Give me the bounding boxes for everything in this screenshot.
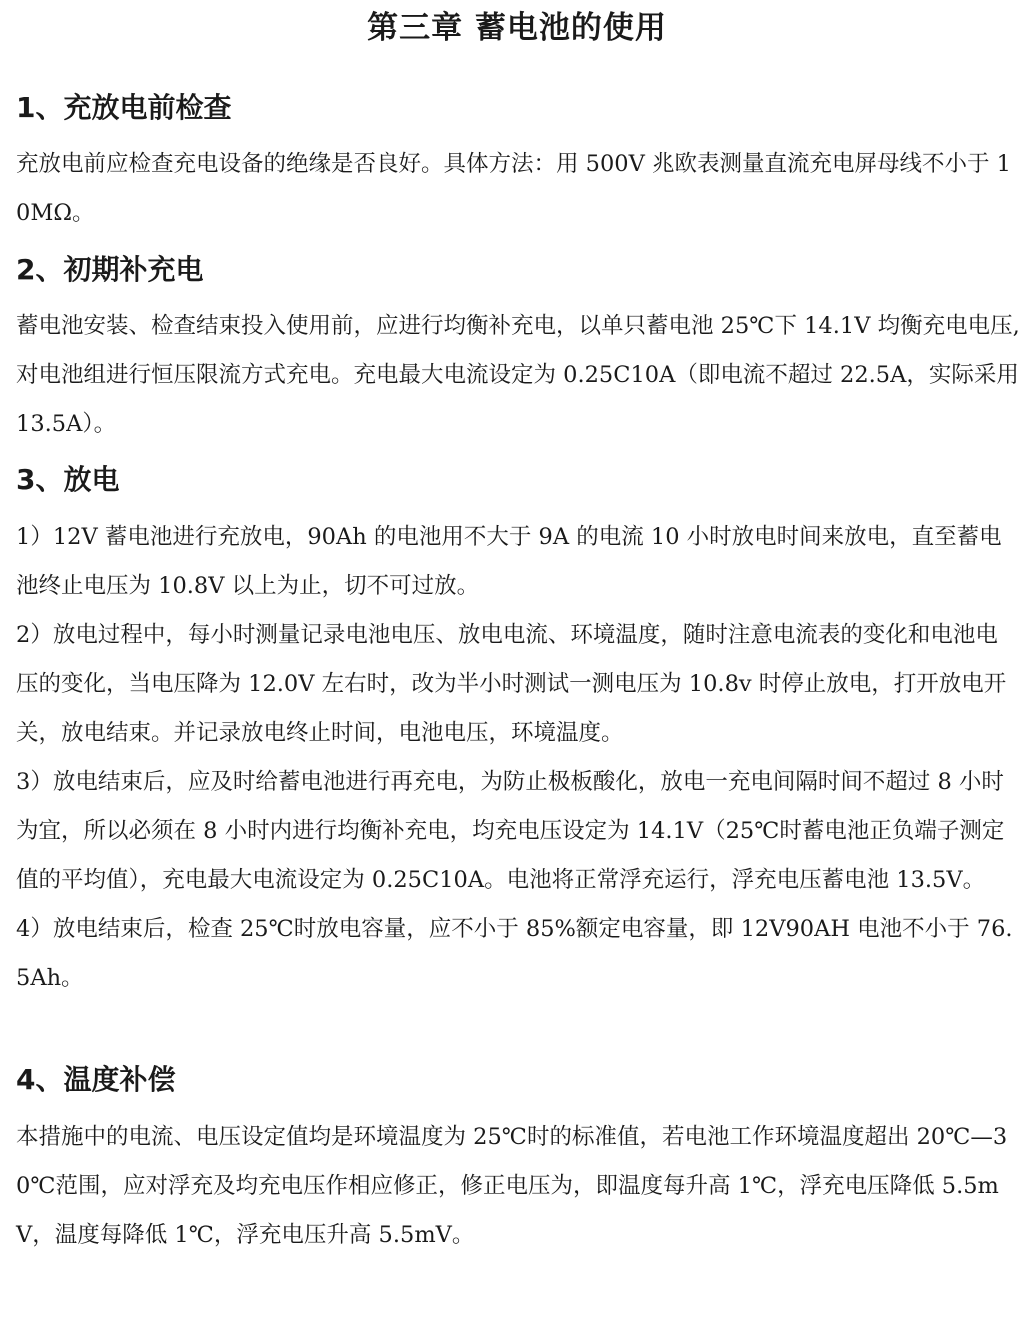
section-initial-charge [16, 252, 1020, 288]
paragraph-step-2: 2）放电过程中，每小时测量记录电池电压、放电电流、环境温度，随时注意电流表的变化和电池电压的变化，当电压降为 12.0V 左右时，改为半小时测试一测电压为 10.8v 时停止放电，打开放电开关，放电结束。并记录放电终止时间，电池电压，环境温度。 [16, 622, 1007, 746]
section-temperature-compensation [16, 1062, 1020, 1098]
section-precheck-body [16, 140, 1020, 238]
section-initial-charge-body [16, 302, 1020, 449]
paragraph: 蓄电池安装、检查结束投入使用前，应进行均衡补充电，以单只蓄电池 25℃下 14.1V 均衡充电电压,对电池组进行恒压限流方式充电。充电最大电流设定为 0.25C10A（即电流不超过 22.5A，实际采用 13.5A）。 [16, 313, 1020, 437]
paragraph: 充放电前应检查充电设备的绝缘是否良好。具体方法：用 500V 兆欧表测量直流充电屏母线不小于 10MΩ。 [16, 151, 1011, 226]
section-heading: 2、初期补充电 [16, 253, 204, 286]
section-discharge [16, 462, 1020, 498]
paragraph-step-4: 4）放电结束后，检查 25℃时放电容量，应不小于 85%额定电容量，即 12V90AH 电池不小于 76.5Ah。 [16, 916, 1013, 991]
section-temperature-compensation-body [16, 1113, 1020, 1260]
section-heading: 1、充放电前检查 [16, 91, 232, 124]
paragraph-step-3: 3）放电结束后，应及时给蓄电池进行再充电，为防止极板酸化，放电一充电间隔时间不超过 8 小时为宜，所以必须在 8 小时内进行均衡补充电，均充电压设定为 14.1V（25℃时蓄电池正负端子测定值的平均值），充电最大电流设定为 0.25C10A。电池将正常浮充运行，浮充电压蓄电池 13.5V。 [16, 769, 1005, 893]
chapter-title: 第三章 蓄电池的使用 [367, 10, 667, 46]
paragraph: 本措施中的电流、电压设定值均是环境温度为 25℃时的标准值，若电池工作环境温度超出 20℃—30℃范围，应对浮充及均充电压作相应修正，修正电压为，即温度每升高 1℃，浮充电压降低 5.5mV，温度每降低 1℃，浮充电压升高 5.5mV。 [16, 1124, 1008, 1248]
section-heading: 4、温度补偿 [16, 1063, 176, 1096]
section-heading: 3、放电 [16, 463, 120, 496]
section-discharge-body [16, 513, 1020, 1003]
paragraph-step-1: 1）12V 蓄电池进行充放电，90Ah 的电池用不大于 9A 的电流 10 小时放电时间来放电，直至蓄电池终止电压为 10.8V 以上为止，切不可过放。 [16, 524, 1002, 599]
section-precheck [16, 90, 1020, 126]
